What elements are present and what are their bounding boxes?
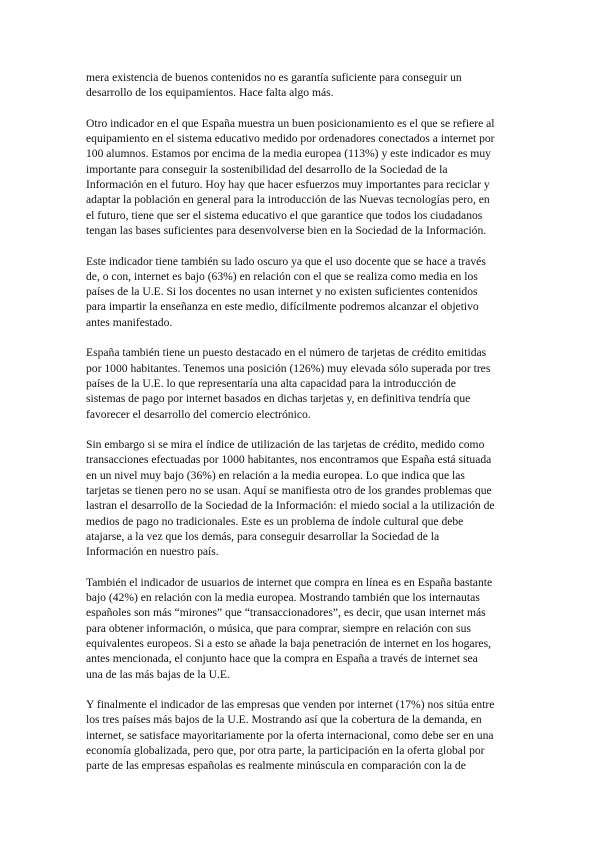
text-line: Información en nuestro país. <box>86 545 219 559</box>
text-line: parte de las empresas españolas es realmente minúscula en comparación con la de <box>86 759 466 773</box>
text-line: antes mencionada, el conjunto hace que la compra en España a través de internet sea <box>86 652 478 666</box>
paragraph <box>86 697 518 773</box>
text-line: internet, se satisface mayoritariamente por la oferta internacional, como debe ser en una <box>86 728 494 742</box>
text-line: importante para conseguir la sostenibilidad del desarrollo de la Sociedad de la <box>86 162 448 176</box>
paragraph <box>86 575 518 682</box>
text-line: los tres países más bajos de la U.E. Mostrando así que la cobertura de la demanda, en <box>86 713 482 727</box>
text-line: lastran el desarrollo de la Sociedad de la Información: el miedo social a la utilización de <box>86 499 495 513</box>
document-body <box>86 70 518 789</box>
text-line: Información en el futuro. Hoy hay que hacer esfuerzos muy importantes para reciclar y <box>86 178 490 192</box>
text-line: España también tiene un puesto destacado en el número de tarjetas de crédito emitidas <box>86 346 487 360</box>
text-line: equivalentes europeos. Si a esto se añade la baja penetración de internet en los hogares, <box>86 636 491 650</box>
text-line: atajarse, a la vez que los demás, para conseguir desarrollar la Sociedad de la <box>86 529 440 543</box>
text-line: una de las más bajas de la U.E. <box>86 667 230 681</box>
text-line: de, o con, internet es bajo (63%) en relación con el que se realiza como media en los <box>86 269 478 283</box>
paragraph <box>86 254 518 330</box>
text-line: por 1000 habitantes. Tenemos una posición (126%) muy elevada sólo superada por tres <box>86 361 491 375</box>
text-line: 100 alumnos. Estamos por encima de la media europea (113%) y este indicador es muy <box>86 147 491 161</box>
text-line: medios de pago no tradicionales. Este es un problema de índole cultural que debe <box>86 514 464 528</box>
text-line: tengan las bases suficientes para desenvolverse bien en la Sociedad de la Información. <box>86 223 487 237</box>
text-line: Sin embargo si se mira el índice de utilización de las tarjetas de crédito, medido como <box>86 438 485 452</box>
text-line: Y finalmente el indicador de las empresas que venden por internet (17%) nos sitúa entre <box>86 698 495 712</box>
text-line: equipamiento en el sistema educativo medido por ordenadores conectados a internet por <box>86 132 495 146</box>
text-line: Este indicador tiene también su lado oscuro ya que el uso docente que se hace a través <box>86 254 486 268</box>
paragraph <box>86 345 518 421</box>
text-line: antes manifestado. <box>86 315 173 329</box>
text-line: en un nivel muy bajo (36%) en relación a la media europea. Lo que indica que las <box>86 468 465 482</box>
text-line: para obtener información, o música, que para comprar, siempre en relación con sus <box>86 621 471 635</box>
text-line: sistemas de pago por internet basados en dichas tarjetas y, en definitiva tendría que <box>86 392 471 406</box>
text-line: españoles son más “mirones” que “transaccionadores”, es decir, que usan internet más <box>86 606 486 620</box>
text-line: favorecer el desarrollo del comercio electrónico. <box>86 407 311 421</box>
text-line: transacciones efectuadas por 1000 habitantes, nos encontramos que España está situada <box>86 453 492 467</box>
text-line: economía globalizada, pero que, por otra parte, la participación en la oferta global por <box>86 744 485 758</box>
text-line: bajo (42%) en relación con la media europea. Mostrando también que los internautas <box>86 591 480 605</box>
text-line: desarrollo de los equipamientos. Hace falta algo más. <box>86 86 334 100</box>
paragraph <box>86 70 518 101</box>
text-line: países de la U.E. Si los docentes no usan internet y no existen suficientes contenidos <box>86 285 478 299</box>
text-line: adaptar la población en general para la introducción de las Nuevas tecnologías pero, en <box>86 193 490 207</box>
paragraph <box>86 437 518 559</box>
text-line: para impartir la enseñanza en este medio, difícilmente podremos alcanzar el objetivo <box>86 300 479 314</box>
text-line: También el indicador de usuarios de internet que compra en línea es en España bastante <box>86 575 493 589</box>
text-line: países de la U.E. lo que representaría una alta capacidad para la introducción de <box>86 376 456 390</box>
text-line: Otro indicador en el que España muestra un buen posicionamiento es el que se refiere al <box>86 116 495 130</box>
text-line: tarjetas se tienen pero no se usan. Aquí se manifiesta otro de los grandes problemas que <box>86 484 492 498</box>
text-line: mera existencia de buenos contenidos no es garantía suficiente para conseguir un <box>86 71 462 84</box>
paragraph <box>86 116 518 238</box>
text-line: el futuro, tiene que ser el sistema educativo el que garantice que todos los ciudadanos <box>86 208 483 222</box>
